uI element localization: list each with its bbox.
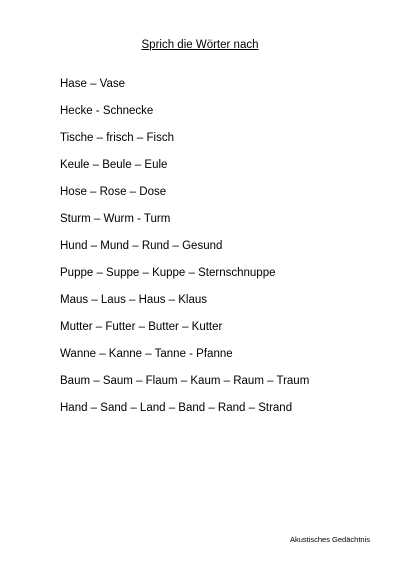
list-item: Mutter – Futter – Butter – Kutter	[60, 321, 223, 333]
list-item: Hund – Mund – Rund – Gesund	[60, 240, 223, 252]
page-title: Sprich die Wörter nach	[141, 39, 259, 51]
list-item: Puppe – Suppe – Kuppe – Sternschnuppe	[60, 267, 276, 279]
list-item: Tische – frisch – Fisch	[60, 132, 174, 144]
list-item: Keule – Beule – Eule	[60, 159, 168, 171]
list-item: Maus – Laus – Haus – Klaus	[60, 294, 208, 306]
page-footer: Akustisches Gedächtnis	[289, 535, 370, 544]
list-item: Hand – Sand – Land – Band – Rand – Strand	[60, 402, 293, 414]
list-item: Baum – Saum – Flaum – Kaum – Raum – Traum	[60, 375, 310, 387]
list-item: Hose – Rose – Dose	[60, 186, 167, 198]
word-list	[60, 77, 309, 428]
list-item: Sturm – Wurm - Turm	[60, 213, 171, 225]
list-item: Hecke - Schnecke	[60, 105, 154, 117]
list-item: Wanne – Kanne – Tanne - Pfanne	[60, 348, 233, 360]
list-item: Hase – Vase	[60, 78, 125, 90]
